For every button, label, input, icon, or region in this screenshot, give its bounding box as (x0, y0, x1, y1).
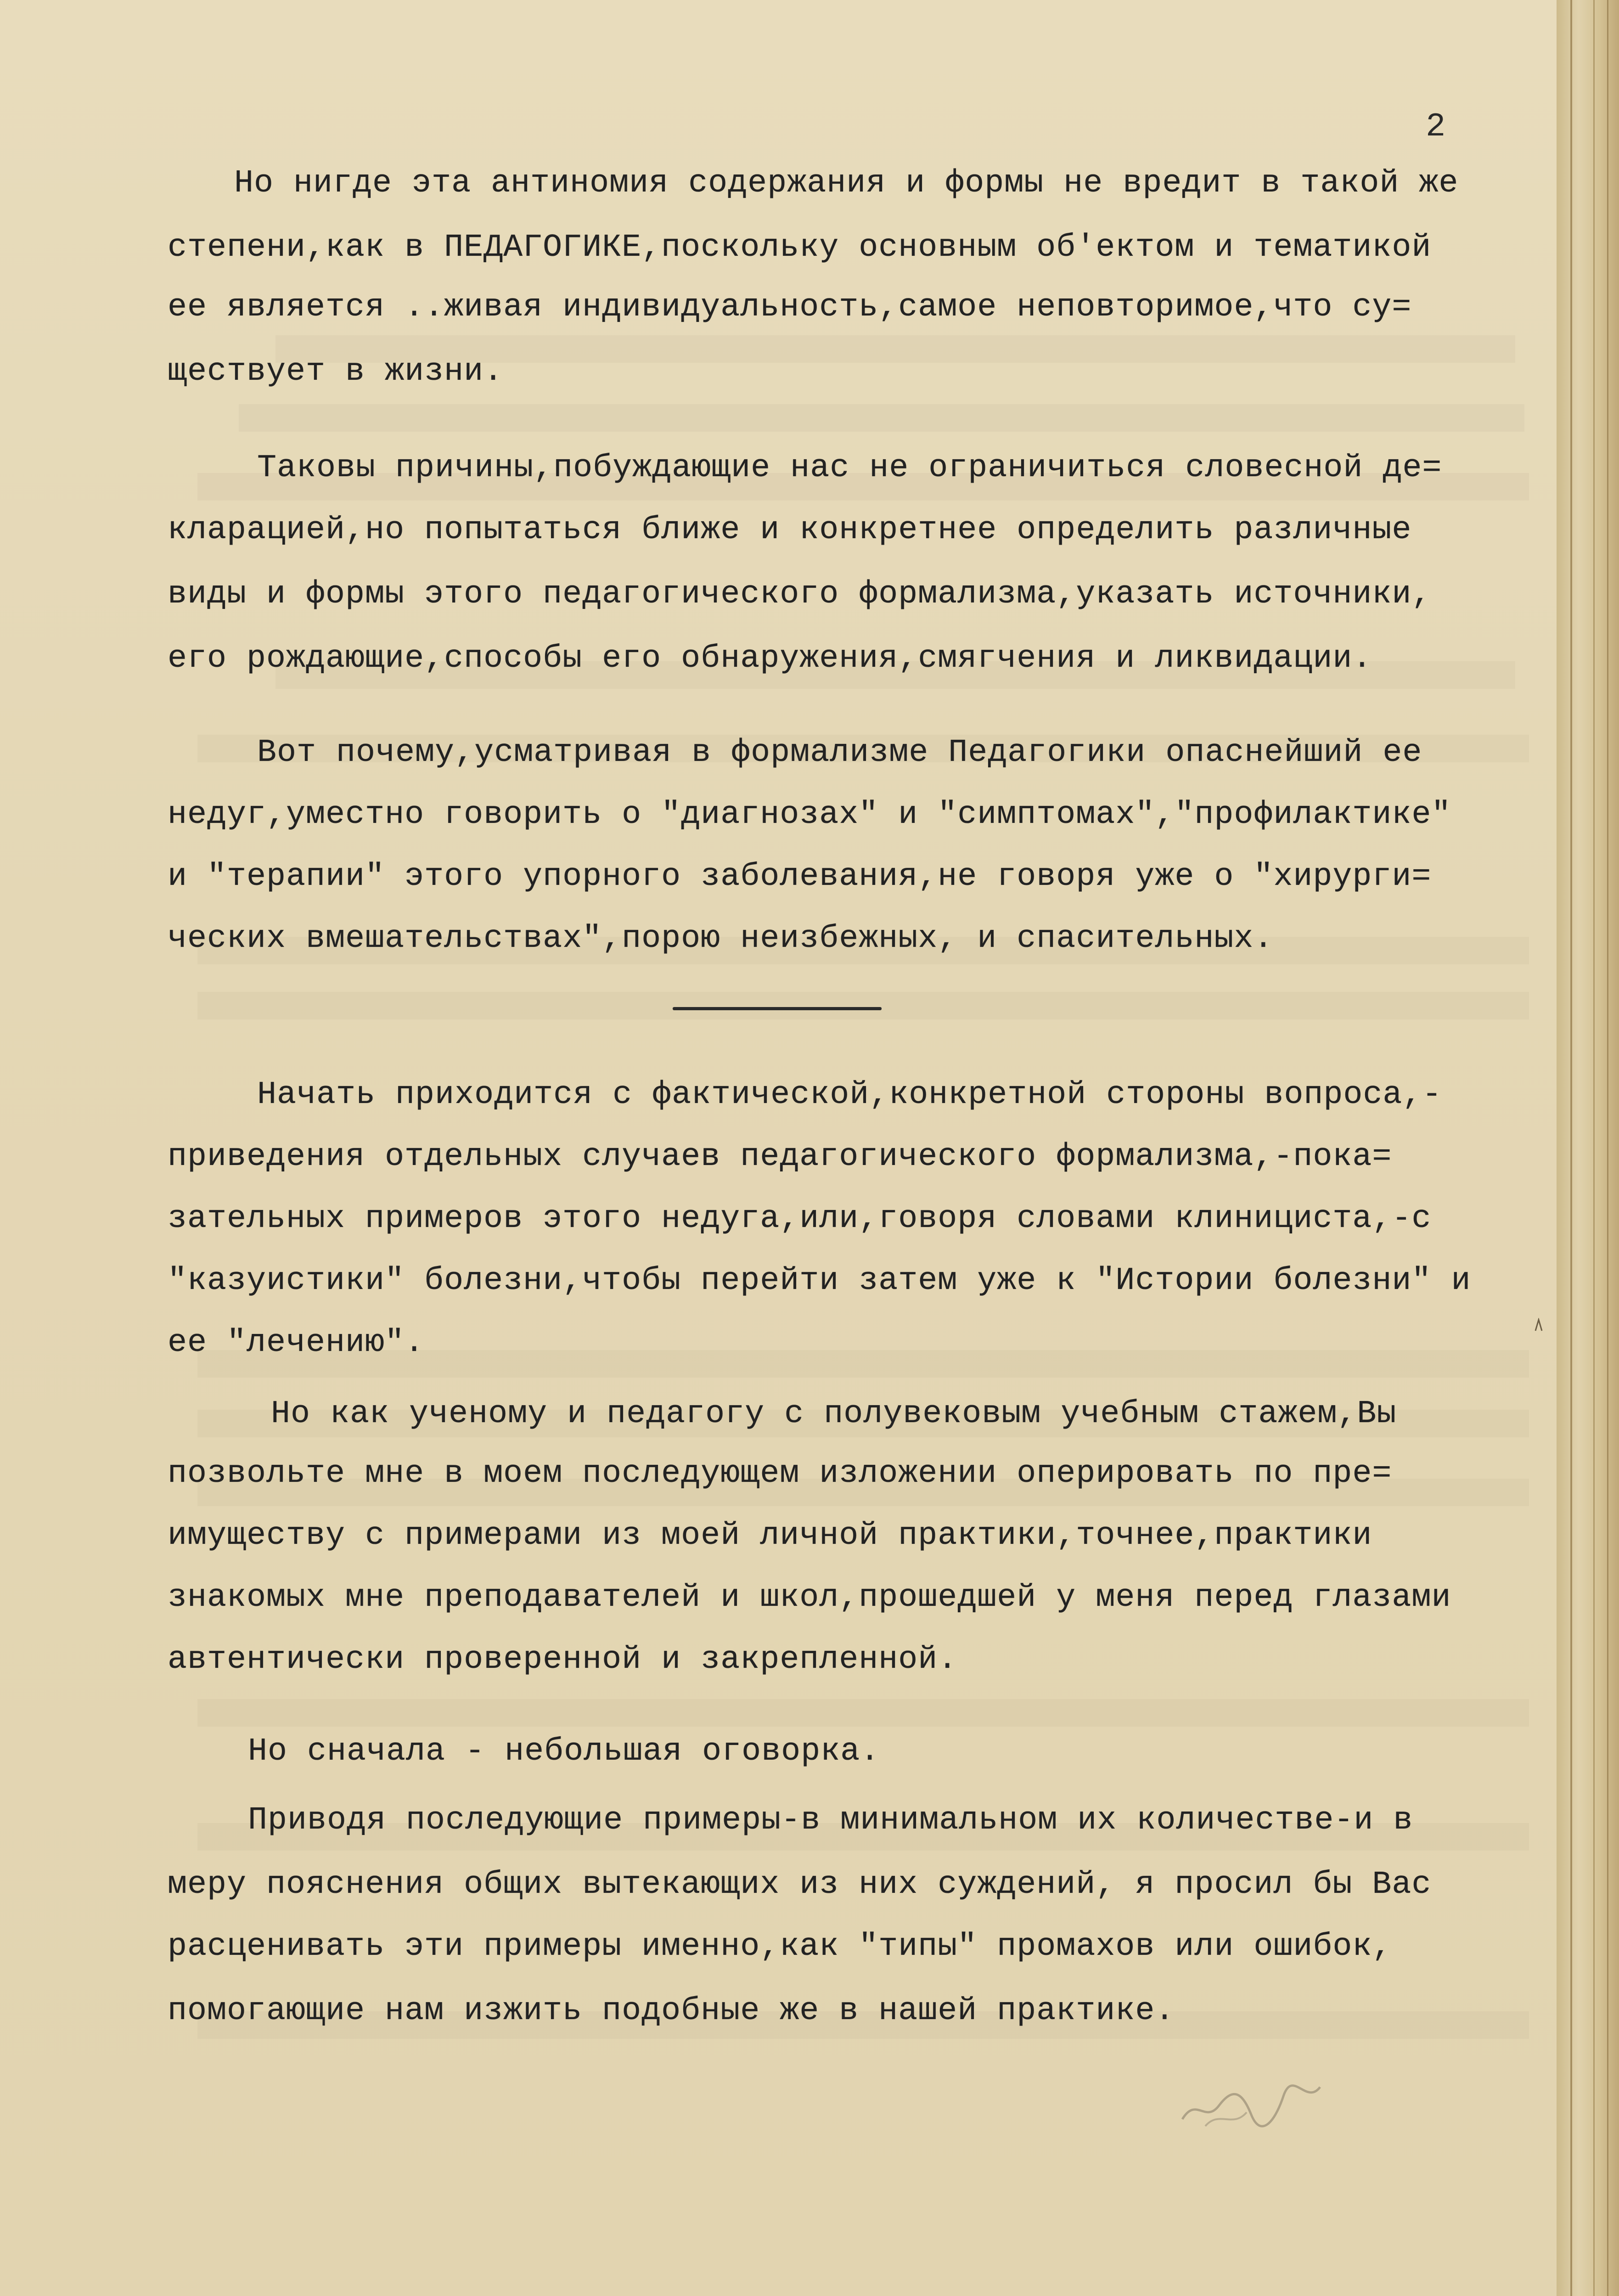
text-line: Но как ученому и педагогу с полувековым учебным стажем,Вы (271, 1396, 1397, 1432)
paper-edge-line (1593, 0, 1595, 2296)
text-line: имуществу с примерами из моей личной практики,точнее,практики (168, 1518, 1372, 1554)
section-separator (673, 1007, 882, 1010)
text-line: кларацией,но попытаться ближе и конкретнее определить различные (168, 512, 1412, 548)
text-line: Приводя последующие примеры-в минимальном их количестве-и в (248, 1802, 1413, 1839)
text-line: его рождающие,способы его обнаружения,смягчения и ликвидации. (168, 641, 1372, 677)
paper-edge-line (1570, 0, 1572, 2296)
text-line: Начать приходится с фактической,конкретной стороны вопроса,- (257, 1077, 1442, 1113)
text-line: зательных примеров этого недуга,или,говоря словами клинициста,-с (168, 1201, 1432, 1237)
text-line: виды и формы этого педагогического формализма,указать источники, (168, 576, 1432, 613)
text-line: позвольте мне в моем последующем изложении оперировать по пре= (168, 1456, 1392, 1492)
margin-mark (1534, 1318, 1544, 1333)
text-line: ческих вмешательствах",порою неизбежных, и спасительных. (168, 921, 1274, 957)
text-line: приведения отдельных случаев педагогического формализма,-пока= (168, 1139, 1392, 1175)
text-line: недуг,уместно говорить о "диагнозах" и "симптомах","профилактике" (168, 797, 1451, 833)
text-line: степени,как в ПЕДАГОГИКЕ,поскольку основным об'ектом и тематикой (168, 230, 1432, 266)
paper-edge-line (1607, 0, 1608, 2296)
text-line: ществует в жизни. (168, 354, 504, 390)
pencil-annotation (1178, 2078, 1325, 2133)
text-line: ее "лечению". (168, 1325, 425, 1361)
text-line: меру пояснения общих вытекающих из них суждений, я просил бы Вас (168, 1867, 1432, 1903)
text-line: автентически проверенной и закрепленной. (168, 1642, 958, 1678)
text-line: Но сначала - небольшая оговорка. (248, 1733, 880, 1770)
page-number: 2 (1426, 108, 1446, 146)
text-line: Вот почему,усматривая в формализме Педагогики опаснейший ее (257, 735, 1422, 771)
text-line: "казуистики" болезни,чтобы перейти затем уже к "Истории болезни" и (168, 1263, 1471, 1299)
paper-stack-edge (1557, 0, 1619, 2296)
text-line: ее является ..живая индивидуальность,самое неповторимое,что су= (168, 289, 1412, 326)
typed-text-body (165, 0, 1520, 2296)
text-line: и "терапии" этого упорного заболевания,не говоря уже о "хирурги= (168, 859, 1432, 895)
text-line: Но нигде эта антиномия содержания и формы не вредит в такой же (234, 165, 1459, 202)
text-line: Таковы причины,побуждающие нас не ограничиться словесной де= (257, 450, 1442, 486)
text-line: расценивать эти примеры именно,как "типы" промахов или ошибок, (168, 1929, 1392, 1965)
text-line: помогающие нам изжить подобные же в нашей практике. (168, 1993, 1175, 2029)
text-line: знакомых мне преподавателей и школ,прошедшей у меня перед глазами (168, 1580, 1451, 1616)
